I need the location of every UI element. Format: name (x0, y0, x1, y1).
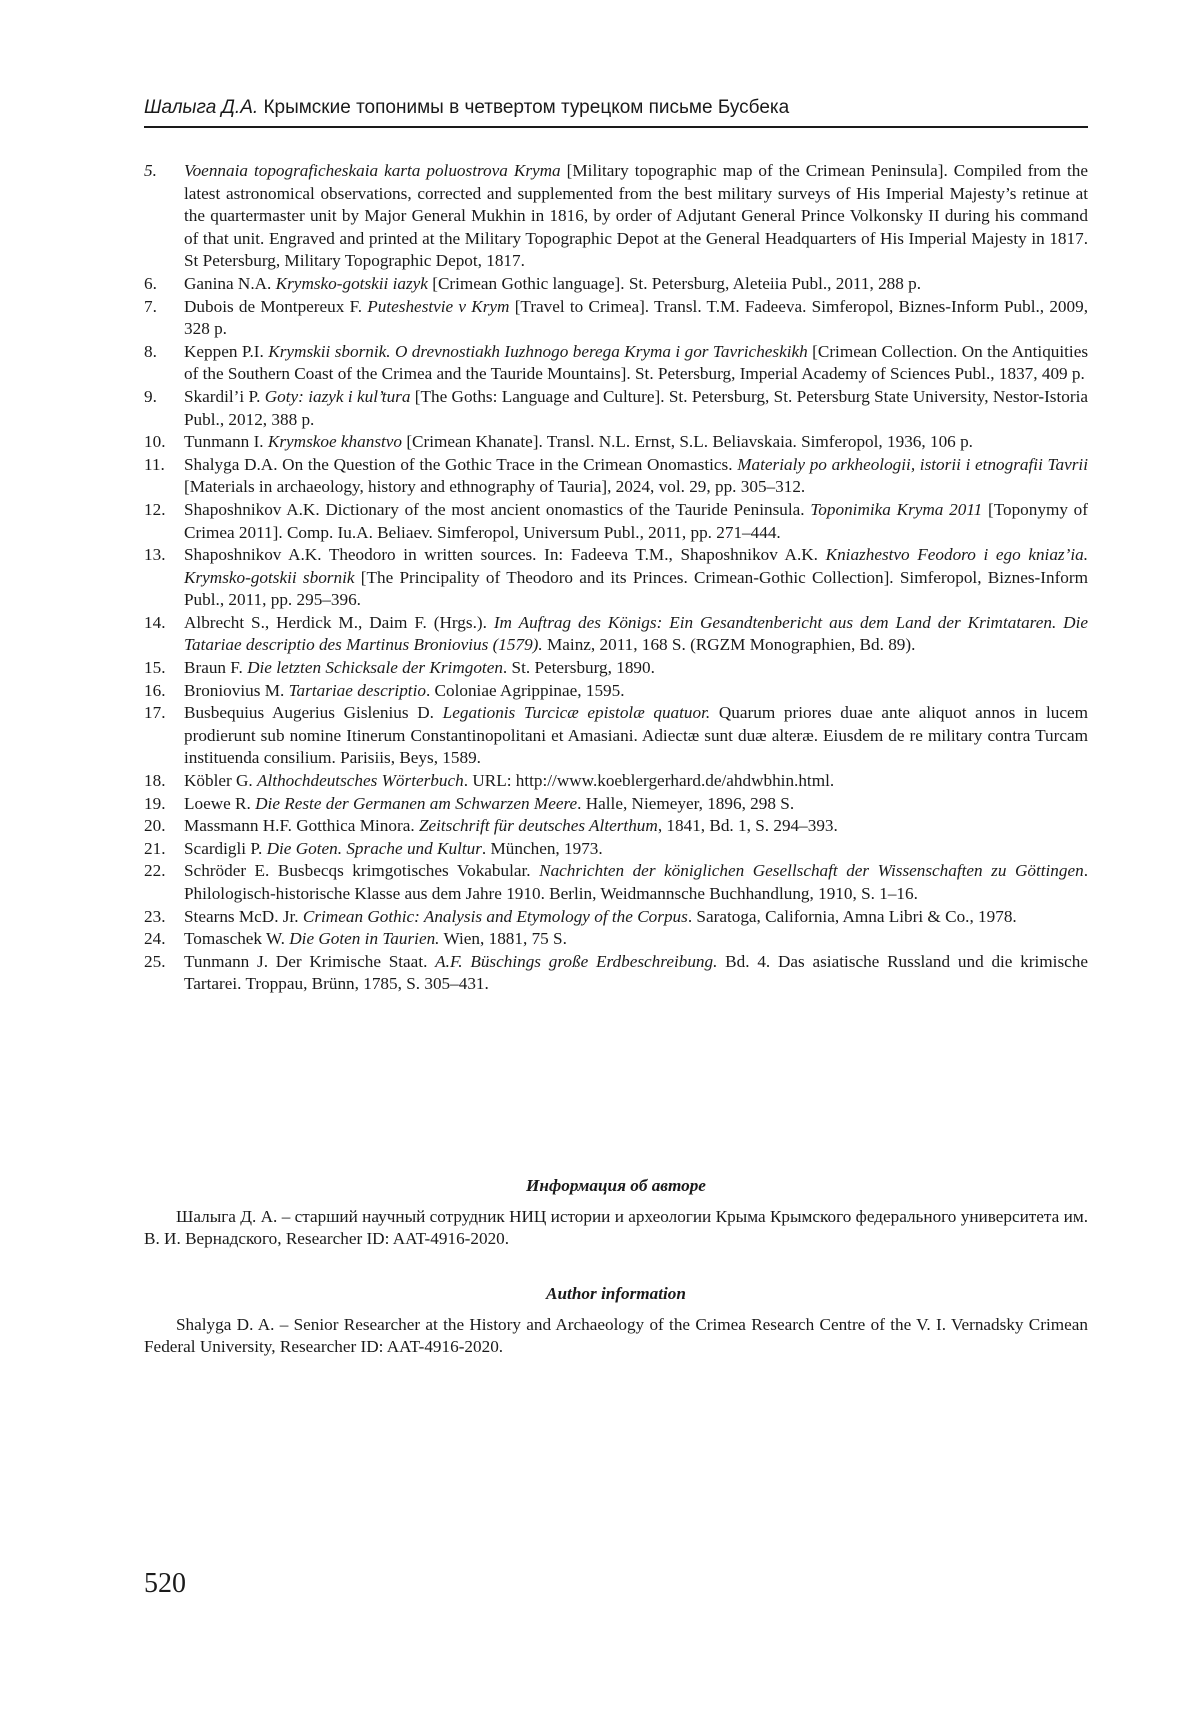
reference-text: Skardil’i P. (184, 386, 265, 406)
reference-text: Dubois de Montpereux F. (184, 296, 368, 316)
reference-text: Scardigli P. (184, 838, 267, 858)
reference-text: Loewe R. (184, 793, 256, 813)
reference-title-italic: Goty: iazyk i kul’tura (264, 386, 411, 406)
reference-title-italic: Voennaia topograficheskaia karta poluostrova Kryma (184, 161, 561, 180)
reference-text: . Halle, Niemeyer, 1896, 298 S. (577, 793, 795, 813)
reference-number: 16. (144, 680, 166, 700)
author-info-ru-text: Шалыга Д. А. – старший научный сотрудник НИЦ истории и археологии Крыма Крымского федерального университета им. В. И. Вернадского, Researcher ID: AAT-4916-2020. (144, 1206, 1088, 1249)
reference-text: [The Principality of Theodoro and its Princes. Crimean-Gothic Collection]. Simferopol, Biznes-Inform Publ., 2011, pp. 295–396. (184, 567, 1088, 610)
reference-title-italic: Toponimika Kryma 2011 (810, 499, 983, 519)
reference-item (144, 838, 1088, 861)
reference-text: . München, 1973. (481, 838, 603, 858)
reference-title-italic: A.F. Büschings große Erdbeschreibung. (435, 951, 718, 971)
reference-text: [Crimean Collection. On the Antiquities of the Southern Coast of the Crimea and the Tauride Mountains]. St. Petersburg, Imperial Academy of Sciences Publ., 1837, 409 p. (184, 341, 1089, 384)
reference-item (144, 612, 1088, 657)
reference-item (144, 431, 1088, 454)
reference-title-italic: Legationis Turcicæ epistolæ quatuor. (442, 703, 711, 723)
reference-title-italic: Zeitschrift für deutsches Alterthum (418, 816, 658, 836)
reference-text: Quarum priores duae ante aliquot annos in lucem prodierunt sub nomine Itinerum Constantinopolitani et Amasiani. Adiectæ sunt duæ alteræ. Eiusdem de re military contra Turcam instituenda consilium. Parisiis, Beys, 1589. (184, 703, 1088, 768)
reference-text: [The Goths: Language and Culture]. St. Petersburg, St. Petersburg State University, Nestor-Istoria Publ., 2012, 388 p. (184, 386, 1088, 429)
reference-text: , 1841, Bd. 1, S. 294–393. (657, 816, 838, 836)
reference-text: Tunmann I. (184, 432, 268, 452)
reference-number: 14. (144, 612, 166, 632)
reference-number: 11. (144, 454, 165, 474)
reference-number: 19. (144, 793, 166, 813)
reference-item (144, 906, 1088, 929)
reference-number: 13. (144, 545, 166, 565)
reference-item (144, 680, 1088, 703)
reference-text: Massmann H.F. Gotthica Minora. (184, 816, 419, 836)
reference-item (144, 454, 1088, 499)
reference-item (144, 296, 1088, 341)
reference-title-italic: Materialy po arkheologii, istorii i etnografii Tavrii (737, 454, 1088, 474)
reference-text: Köbler G. (184, 771, 258, 791)
reference-number: 24. (144, 929, 166, 949)
reference-text: [Materials in archaeology, history and ethnography of Tauria], 2024, vol. 29, pp. 305–312. (184, 477, 806, 497)
reference-text: Tomaschek W. (184, 929, 290, 949)
author-info-en (144, 1283, 1088, 1359)
reference-number: 21. (144, 838, 166, 858)
reference-text: Keppen P.I. (184, 341, 269, 361)
reference-title-italic: Krymsko-gotskii iazyk (275, 273, 428, 293)
reference-item (144, 702, 1088, 770)
reference-text: Albrecht S., Herdick M., Daim F. (Hrgs.). (184, 612, 494, 632)
reference-title-italic: Nachrichten der königlichen Gesellschaft der Wissenschaften zu Göttingen (539, 861, 1084, 881)
reference-title-italic: Die Reste der Germanen am Schwarzen Meere (255, 793, 578, 813)
reference-item (144, 815, 1088, 838)
reference-title-italic: Althochdeutsches Wörterbuch (257, 771, 464, 791)
reference-item (144, 793, 1088, 816)
reference-number: 17. (144, 703, 166, 723)
reference-text: . St. Petersburg, 1890. (502, 658, 655, 678)
author-info-en-text: Shalyga D. A. – Senior Researcher at the History and Archaeology of the Crimea Research Centre of the V. I. Vernadsky Crimean Federal University, Researcher ID: AAT-4916-2020. (144, 1314, 1088, 1357)
reference-item (144, 544, 1088, 612)
reference-item (144, 770, 1088, 793)
author-info-en-heading: Author information (546, 1284, 686, 1303)
reference-text: Shalyga D.A. On the Question of the Gothic Trace in the Crimean Onomastics. (184, 454, 738, 474)
running-header (144, 96, 1088, 128)
reference-text: Shaposhnikov A.K. Dictionary of the most ancient onomastics of the Tauride Peninsula. (184, 499, 811, 519)
reference-number: 20. (144, 816, 166, 836)
reference-list (144, 160, 1088, 996)
reference-title-italic: Die Goten in Taurien. (289, 929, 440, 949)
reference-text: Schröder E. Busbecqs krimgotisches Vokabular. (184, 861, 540, 881)
page-number: 520 (144, 1568, 186, 1599)
header-title: Крымские топонимы в четвертом турецком письме Бусбека (263, 97, 790, 118)
reference-number: 9. (144, 386, 157, 406)
reference-text: Shaposhnikov A.K. Theodoro in written sources. In: Fadeeva T.M., Shaposhnikov A.K. (184, 545, 826, 565)
reference-number: 6. (144, 273, 157, 293)
author-info-ru (144, 1175, 1088, 1251)
reference-text: [Crimean Khanate]. Transl. N.L. Ernst, S.L. Beliavskaia. Simferopol, 1936, 106 p. (402, 432, 973, 452)
reference-number: 12. (144, 499, 166, 519)
author-info-ru-heading: Информация об авторе (526, 1176, 706, 1195)
reference-title-italic: Die Goten. Sprache und Kultur (266, 838, 482, 858)
reference-title-italic: Die letzten Schicksale der Krimgoten (247, 658, 503, 678)
reference-item (144, 860, 1088, 905)
reference-number: 7. (144, 296, 157, 316)
reference-text: [Travel to Crimea]. Transl. T.M. Fadeeva. Simferopol, Biznes-Inform Publ., 2009, 328 p. (184, 296, 1088, 339)
reference-text: Wien, 1881, 75 S. (439, 929, 567, 949)
reference-text: . Saratoga, California, Amna Libri & Co., 1978. (687, 906, 1017, 926)
reference-item (144, 951, 1088, 996)
reference-text: . Philologisch-historische Klasse aus dem Jahre 1910. Berlin, Weidmannsche Buchhandlung, 1910, S. 1–16. (184, 861, 1089, 903)
reference-title-italic: Kniazhestvo Feodoro i ego kniaz’ia. Krymsko-gotskii sbornik (184, 545, 1088, 587)
reference-number: 5. (144, 161, 157, 180)
reference-text: [Toponymy of Crimea 2011]. Comp. Iu.A. Beliaev. Simferopol, Universum Publ., 2011, pp. 271–444. (184, 499, 1088, 542)
reference-title-italic: Krymskii sbornik. O drevnostiakh Iuzhnogo berega Kryma i gor Tavricheskikh (268, 341, 808, 361)
reference-title-italic: Puteshestvie v Krym (367, 296, 510, 316)
reference-item (144, 160, 1088, 273)
reference-text: Ganina N.A. (184, 273, 276, 293)
reference-text: Busbequius Augerius Gislenius D. (184, 703, 443, 723)
reference-text: Braun F. (184, 658, 248, 678)
reference-text: Stearns McD. Jr. (184, 906, 303, 926)
reference-item (144, 657, 1088, 680)
reference-text: Broniovius M. (184, 680, 289, 700)
reference-text: [Military topographic map of the Crimean Peninsula]. Compiled from the latest astronomical observations, corrected and supplemented from the best military surveys of His Imperial Majesty’s retinue at the quartermaster unit by Major General Mukhin in 1816, by order of Adjutant General Prince Volkonsky II during his command of that unit. Engraved and printed at the Military Topographic Depot at the General Headquarters of His Imperial Majesty in 1817. St Petersburg, Military Topographic Depot, 1817. (184, 161, 1088, 271)
reference-text: [Crimean Gothic language]. St. Petersburg, Aleteiia Publ., 2011, 288 p. (427, 273, 922, 293)
reference-item (144, 386, 1088, 431)
reference-title-italic: Tartariae descriptio (288, 680, 426, 700)
reference-text: . Coloniae Agrippinae, 1595. (425, 680, 625, 700)
reference-text: Mainz, 2011, 168 S. (RGZM Monographien, Bd. 89). (542, 635, 916, 655)
reference-text: Bd. 4. Das asiatische Russland und die krimische Tartarei. Troppau, Brünn, 1785, S. 305–431. (184, 951, 1088, 994)
reference-text: . URL: http://www.koeblergerhard.de/ahdwbhin.html. (463, 771, 835, 791)
reference-number: 22. (144, 861, 166, 881)
reference-text: Tunmann J. Der Krimische Staat. (184, 951, 436, 971)
header-author: Шалыга Д.А. (144, 97, 259, 118)
reference-item (144, 499, 1088, 544)
reference-title-italic: Im Auftrag des Königs: Ein Gesandtenbericht aus dem Land der Krimtataren. Die Tatariae descriptio des Martinus Broniovius (1579). (184, 612, 1089, 655)
reference-number: 23. (144, 906, 166, 926)
reference-item (144, 341, 1088, 386)
reference-number: 8. (144, 341, 157, 361)
reference-number: 10. (144, 432, 166, 452)
reference-item (144, 273, 1088, 296)
reference-number: 18. (144, 771, 166, 791)
reference-title-italic: Krymskoe khanstvo (267, 432, 403, 452)
reference-number: 25. (144, 951, 166, 971)
reference-item (144, 928, 1088, 951)
reference-number: 15. (144, 658, 166, 678)
reference-title-italic: Crimean Gothic: Analysis and Etymology of the Corpus (302, 906, 688, 926)
